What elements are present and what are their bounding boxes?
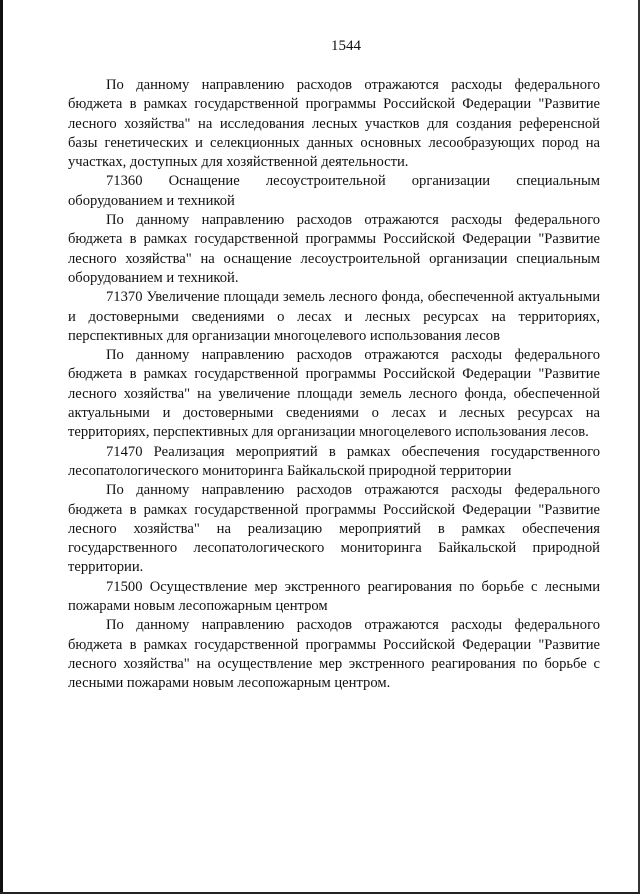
paragraph-code-heading: 71470 Реализация мероприятий в рамках обеспечения государственного лесопатологического мониторинга Байкальской природной территории — [68, 443, 600, 479]
scan-edge-left — [0, 0, 3, 894]
paragraph-description: По данному направлению расходов отражаются расходы федерального бюджета в рамках государственной программы Российской Федерации "Развитие лесного хозяйства" на реализацию мероприятий в рамках обеспечения государственного лесопатологического мониторинга Байкальской природной территории. — [68, 482, 600, 576]
paragraph-code-heading: 71360 Оснащение лесоустроительной организации специальным оборудованием и техникой — [68, 173, 600, 209]
paragraph-description: По данному направлению расходов отражаются расходы федерального бюджета в рамках государственной программы Российской Федерации "Развитие лесного хозяйства" на осуществление мер экстренного реагирования по борьбе с лесными пожарами новым лесопожарным центром. — [68, 617, 600, 692]
document-body — [68, 76, 600, 694]
paragraph-code-heading: 71370 Увеличение площади земель лесного фонда, обеспеченной актуальными и достоверными сведениями о лесах и лесных ресурсах на территориях, перспективных для организации многоцелевого использования лесов — [68, 289, 600, 344]
paragraph-code-heading: 71500 Осуществление мер экстренного реагирования по борьбе с лесными пожарами новым лесопожарным центром — [68, 578, 600, 615]
paragraph-description: По данному направлению расходов отражаются расходы федерального бюджета в рамках государственной программы Российской Федерации "Развитие лесного хозяйства" на исследования лесных участков для создания референсной базы генетических и селекционных данных основных лесообразующих пород на участках, доступных для хозяйственной деятельности. — [68, 77, 600, 171]
paragraph-description: По данному направлению расходов отражаются расходы федерального бюджета в рамках государственной программы Российской Федерации "Развитие лесного хозяйства" на оснащение лесоустроительной организации специальным оборудованием и техникой. — [68, 212, 600, 286]
paragraph-description: По данному направлению расходов отражаются расходы федерального бюджета в рамках государственной программы Российской Федерации "Развитие лесного хозяйства" на увеличение площади земель лесного фонда, обеспеченной актуальными и достоверными сведениями о лесах и лесных ресурсах на территориях, перспективных для организации многоцелевого использования лесов. — [68, 347, 600, 441]
page-number: 1544 — [331, 38, 361, 54]
